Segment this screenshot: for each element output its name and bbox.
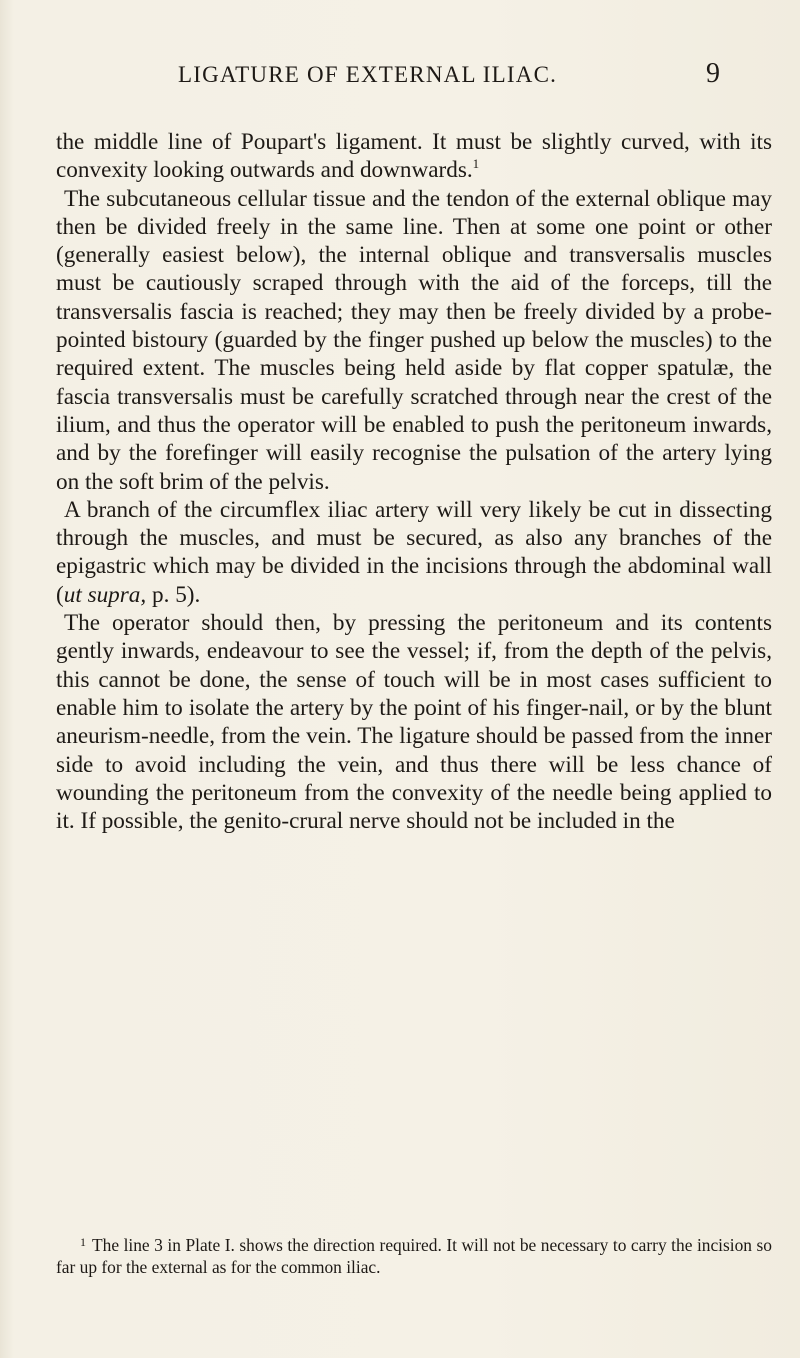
paragraph-1 <box>56 128 772 185</box>
paragraph-3-text-b: p. 5). <box>146 581 201 608</box>
page-header <box>0 58 800 98</box>
paragraph-4: The operator should then, by pressing the peritoneum and its contents gently inwards, endeavour to see the vessel; if, from the depth of the pelvis, this cannot be done, the sense of touch will be in most cases sufficient to enable him to isolate the artery by the point of his finger-nail, or by the blunt aneurism-needle, from the vein. The ligature should be passed from the inner side to avoid including the vein, and thus there will be less chance of wounding the peritoneum from the convexity of the needle being applied to it. If possible, the genito-crural nerve should not be included in the <box>56 610 772 835</box>
page-number: 9 <box>706 58 720 89</box>
footnote <box>56 1234 772 1278</box>
paragraph-3-italic: ut supra, <box>63 581 147 608</box>
paragraph-3-text-a: A branch of the circumflex iliac artery will very likely be cut in dissecting through the muscles, and must be secured, as also any branches of the epigastric which may be divided in the incisions through the abdominal wall ( <box>56 496 772 608</box>
footnote-marker: 1 <box>80 1235 86 1249</box>
paragraph-3 <box>56 496 772 609</box>
body-text <box>56 128 772 835</box>
footnote-reference: 1 <box>472 156 480 172</box>
footnote-text: The line 3 in Plate I. shows the direction required. It will not be necessary to carry the incision so far up for the external as for the common iliac. <box>56 1235 772 1277</box>
paragraph-2: The subcutaneous cellular tissue and the tendon of the external oblique may then be divided freely in the same line. Then at some one point or other (generally easiest below), the internal oblique and transversalis muscles must be cautiously scraped through with the aid of the forceps, till the transversalis fascia is reached; they may then be freely divided by a probe-pointed bistoury (guarded by the finger pushed up below the muscles) to the required extent. The muscles being held aside by flat copper spatulæ, the fascia transversalis must be carefully scratched through near the crest of the ilium, and thus the operator will be enabled to push the peritoneum inwards, and by the forefinger will easily recognise the pulsation of the artery lying on the soft brim of the pelvis. <box>56 185 772 495</box>
running-title: LIGATURE OF EXTERNAL ILIAC. <box>178 62 558 87</box>
paragraph-1-text: the middle line of Poupart's ligament. It must be slightly curved, with its convexity looking outwards and downwards. <box>56 129 772 184</box>
